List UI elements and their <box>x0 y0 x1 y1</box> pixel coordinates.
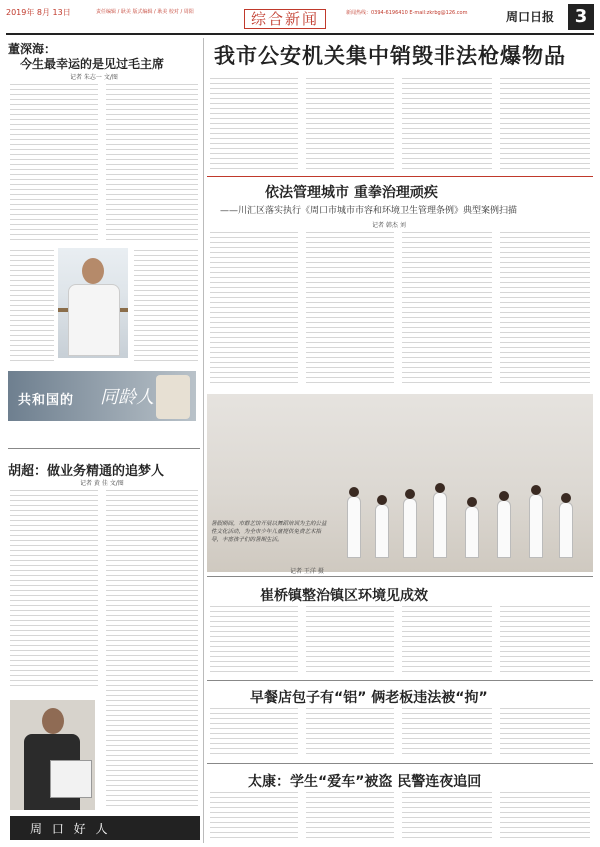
section-title: 综合新闻 <box>244 9 326 29</box>
article1-byline: 记者 朱志一 文/图 <box>70 74 118 81</box>
section-divider <box>8 448 200 449</box>
dance-class-photo <box>207 394 593 572</box>
editor-credits: 责任编辑 / 耿美 版式编辑 / 耿美 校对 / 周阳 <box>96 9 194 15</box>
story-c-body-col4 <box>500 792 590 842</box>
column-divider <box>203 38 204 843</box>
page-number: 3 <box>568 4 594 30</box>
story-c-body-col3 <box>402 792 492 842</box>
headline-body-col3 <box>402 78 492 174</box>
issue-date: 2019年 8月 13日 <box>6 8 71 17</box>
story-a-body-col4 <box>500 606 590 676</box>
story-a-title: 崔桥镇整治镇区环境见成效 <box>260 588 428 604</box>
story-b-body-col1 <box>210 708 298 760</box>
feature-body-col3 <box>402 232 492 388</box>
feature-body-col4 <box>500 232 590 388</box>
series-banner <box>8 371 196 421</box>
section-divider <box>207 680 593 681</box>
story-b-body-col3 <box>402 708 492 760</box>
banner-figure-icon <box>156 375 190 419</box>
section-divider <box>207 576 593 577</box>
story-a-body-col1 <box>210 606 298 676</box>
story-c-body-col1 <box>210 792 298 842</box>
photo-credit: 记者 王洋 摄 <box>290 568 324 575</box>
article1-title-line1: 董深海： <box>8 42 57 56</box>
story-a-body-col3 <box>402 606 492 676</box>
story-b-title: 早餐店包子有“铝” 俩老板违法被“拘” <box>250 690 488 706</box>
article2-byline: 记者 黄 佳 文/图 <box>80 480 124 487</box>
article1-body-col2 <box>106 84 198 244</box>
feature-subtitle: ——川汇区落实执行《周口市城市市容和环境卫生管理条例》典型案例扫描 <box>220 206 518 216</box>
story-a-body-col2 <box>306 606 394 676</box>
headline-body-col2 <box>306 78 394 174</box>
article2-title: 胡超：做业务精通的追梦人 <box>8 464 165 479</box>
story-c-title: 太康：学生“爱车”被盗 民警连夜追回 <box>248 774 482 790</box>
banner-text1: 共和国的 <box>18 393 75 408</box>
masthead <box>6 3 594 35</box>
article2-body-col2 <box>106 490 198 810</box>
portrait-photo <box>58 248 128 358</box>
article1-body-col3 <box>10 250 54 365</box>
paper-name: 周口日报 <box>506 10 555 24</box>
contact-info: 新闻热线：0394-6196410 E-mail:zkrbg@126.com <box>346 10 468 16</box>
article1-body-col4 <box>134 250 198 365</box>
footer-label: 周 口 好 人 <box>30 822 111 836</box>
article1-body-col1 <box>10 84 98 244</box>
photo-caption: 暑假期间，市群艺馆开展以舞蹈培训为主的公益性文化活动，为全市少年儿童提供免费艺术指导，丰富孩子们的暑期生活。 <box>211 521 327 543</box>
article2-body-col1 <box>10 490 98 690</box>
article1-title-line2: 今生最幸运的是见过毛主席 <box>20 57 165 71</box>
headline-body-col4 <box>500 78 590 174</box>
portrait-photo-2 <box>10 700 95 810</box>
banner-text2: 同龄人 <box>100 387 154 408</box>
feature-body-col2 <box>306 232 394 388</box>
feature-rule <box>207 176 593 177</box>
headline-body-col1 <box>210 78 298 174</box>
story-c-body-col2 <box>306 792 394 842</box>
story-b-body-col2 <box>306 708 394 760</box>
story-b-body-col4 <box>500 708 590 760</box>
column-footer <box>10 816 200 840</box>
section-divider <box>207 763 593 764</box>
feature-body-col1 <box>210 232 298 388</box>
feature-byline: 记者 韩杰 刘 <box>372 222 406 229</box>
feature-title: 依法管理城市 重拳治理顽疾 <box>265 185 438 201</box>
main-headline: 我市公安机关集中销毁非法枪爆物品 <box>214 44 566 68</box>
